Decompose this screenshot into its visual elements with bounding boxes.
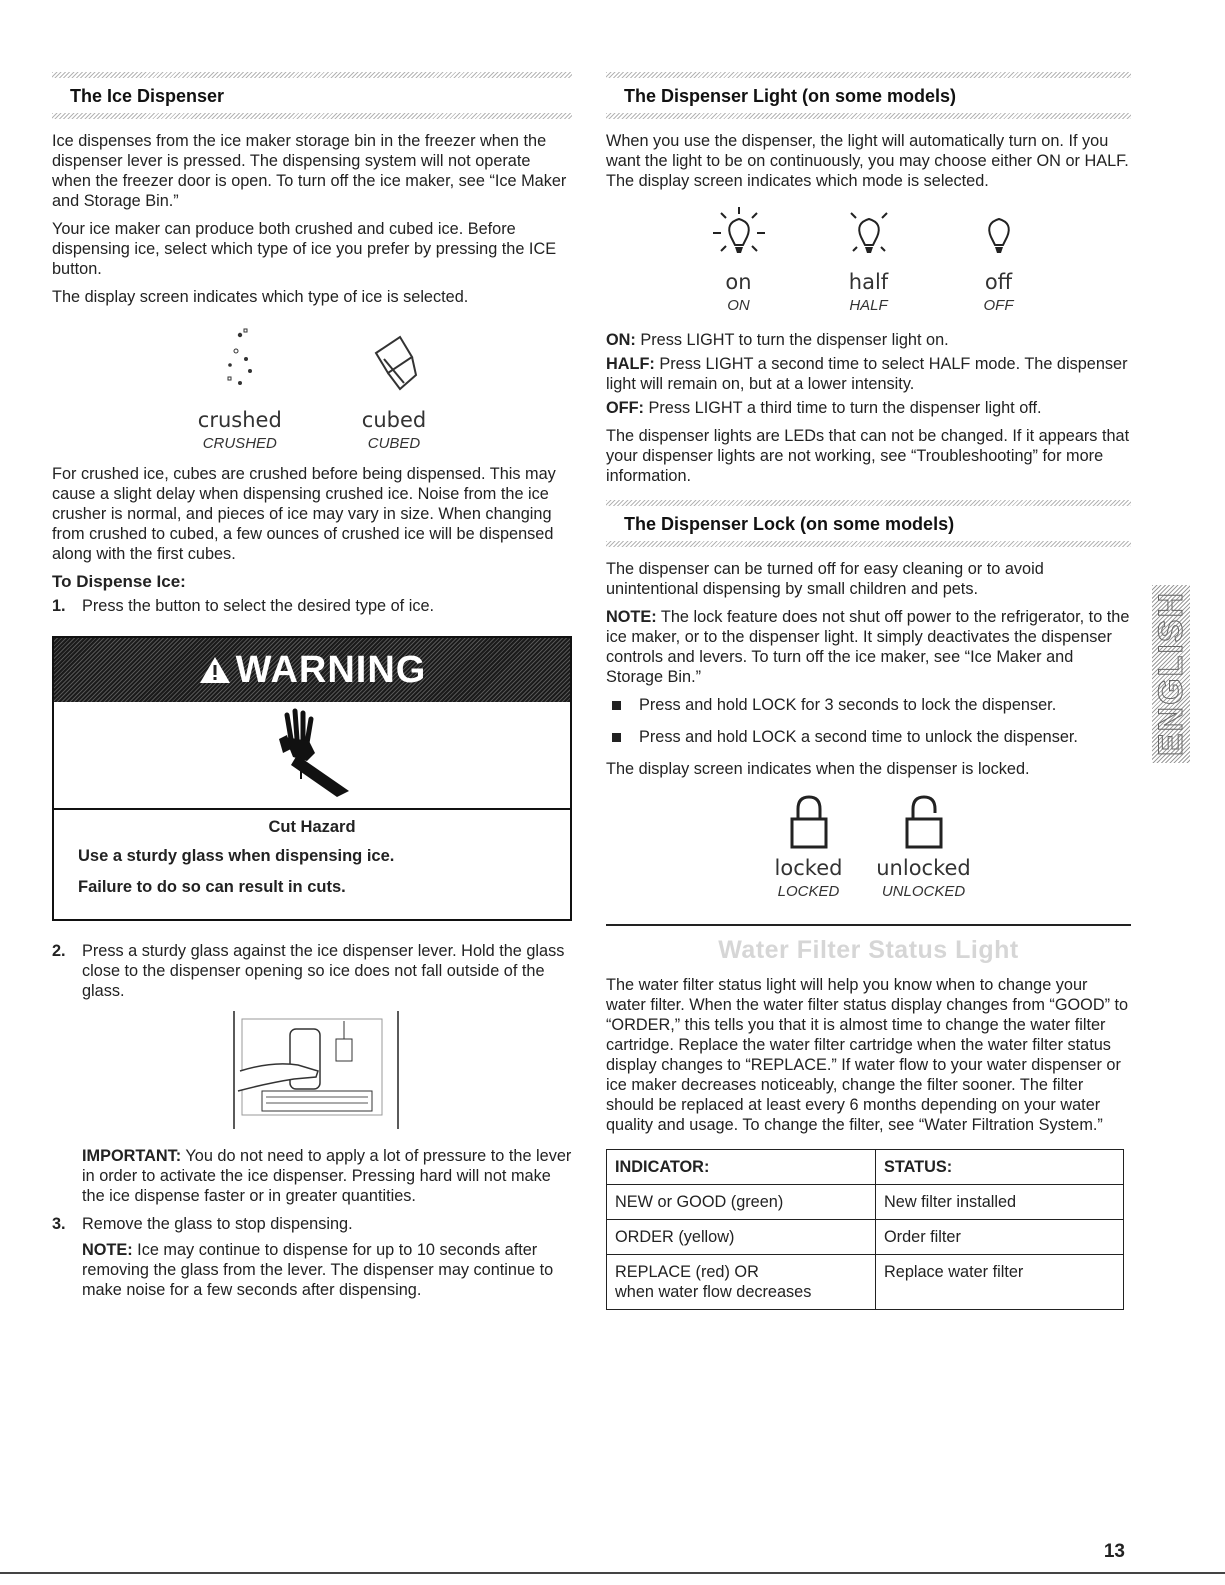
step-number: 2. <box>52 942 66 960</box>
note <box>82 1240 572 1300</box>
lock-icons <box>606 793 1131 902</box>
display-label: on <box>725 270 752 294</box>
step-text: Remove the glass to stop dispensing. <box>82 1215 353 1233</box>
bullet-text: Press and hold LOCK a second time to unlock the dispenser. <box>639 728 1078 746</box>
off-label: OFF: <box>606 399 644 417</box>
warning-line: Use a sturdy glass when dispensing ice. <box>78 847 395 865</box>
note-text: Ice may continue to dispense for up to 10 seconds after removing the glass from the lever. The dispenser may continue to make noise for a few seconds after dispensing. <box>82 1241 554 1299</box>
caption: OFF <box>983 297 1014 314</box>
caption: UNLOCKED <box>881 883 966 900</box>
caption: ON <box>727 297 750 314</box>
table-cell <box>607 1255 876 1310</box>
paragraph: The display screen indicates which type of ice is selected. <box>52 288 469 306</box>
table-cell: New filter installed <box>876 1185 1124 1220</box>
table-cell: Order filter <box>876 1220 1124 1255</box>
note-label: NOTE: <box>82 1241 133 1259</box>
section-title: The Ice Dispenser <box>70 86 225 106</box>
cell-line: REPLACE (red) OR <box>615 1263 759 1281</box>
half-text: Press LIGHT a second time to select HALF mode. The dispenser light will remain on, but at a lower intensity. <box>606 355 1128 393</box>
paragraph: Your ice maker can produce both crushed and cubed ice. Before dispensing ice, select which type of ice you prefer by pressing the ICE button. <box>52 220 557 278</box>
note <box>606 607 1131 687</box>
water-filter-section <box>606 924 1131 1310</box>
paragraph: The dispenser lights are LEDs that can not be changed. If it appears that your dispenser lights are not working, see “Troubleshooting” for more information. <box>606 427 1130 485</box>
step-number: 1. <box>52 597 66 615</box>
display-label: cubed <box>361 408 427 432</box>
half-description <box>606 354 1131 394</box>
dispenser-light-section <box>606 72 1131 486</box>
lock-closed-icon <box>784 838 834 855</box>
warning-box <box>52 636 572 921</box>
table-cell: NEW or GOOD (green) <box>607 1185 876 1220</box>
section-title: The Dispenser Lock (on some models) <box>624 514 955 534</box>
caption: CRUSHED <box>202 435 277 452</box>
ice-dispenser-section <box>52 72 572 1300</box>
bullet-square-icon <box>612 701 621 710</box>
display-label: unlocked <box>876 856 971 880</box>
caption: HALF <box>849 297 888 314</box>
ice-type-crushed <box>198 323 282 454</box>
light-mode-half <box>829 205 909 316</box>
important-note <box>82 1146 572 1206</box>
caption: LOCKED <box>777 883 840 900</box>
table-row <box>607 1185 1124 1220</box>
light-mode-icons <box>606 205 1131 316</box>
warning-triangle-icon <box>198 655 232 685</box>
important-text: You do not need to apply a lot of pressure to the lever in order to activate the ice dispenser. Pressing hard will not make the ice dispense faster or in greater quantities. <box>82 1147 572 1205</box>
on-text: Press LIGHT to turn the dispenser light on. <box>635 331 949 349</box>
hazard-title: Cut Hazard <box>268 818 356 836</box>
table-row <box>607 1255 1124 1310</box>
paragraph: Ice dispenses from the ice maker storage bin in the freezer when the dispenser lever is pressed. The dispensing system will not operate when the freezer door is open. To turn off the ice maker, see “Ice Maker and Storage Bin.” <box>52 132 567 210</box>
paragraph: The dispenser can be turned off for easy cleaning or to avoid unintentional dispensing by small children and pets. <box>606 560 1044 598</box>
table-header: STATUS: <box>876 1150 1124 1185</box>
lock-mode-locked <box>764 793 854 902</box>
step-2 <box>52 941 572 1001</box>
dispenser-illustration <box>232 1011 572 1134</box>
section-title: Water Filter Status Light <box>718 936 1019 964</box>
display-label: half <box>848 270 889 294</box>
left-column <box>52 72 572 1308</box>
display-label: locked <box>774 856 843 880</box>
half-label: HALF: <box>606 355 655 373</box>
light-half-icon <box>839 252 899 269</box>
table-cell: ORDER (yellow) <box>607 1220 876 1255</box>
bottom-border <box>0 1572 1225 1574</box>
warning-text <box>54 810 570 919</box>
display-label: off <box>984 270 1013 294</box>
subheading: To Dispense Ice: <box>52 572 186 591</box>
lock-open-icon <box>899 838 949 855</box>
caption: CUBED <box>367 435 421 452</box>
light-on-icon <box>709 252 769 269</box>
note-label: NOTE: <box>606 608 657 626</box>
on-description <box>606 330 1131 350</box>
cut-hand-icon <box>257 705 367 806</box>
display-label: crushed <box>197 408 282 432</box>
table-row <box>607 1220 1124 1255</box>
step-1 <box>52 596 572 616</box>
section-divider <box>606 113 1131 119</box>
step-number: 3. <box>52 1215 66 1233</box>
paragraph: The display screen indicates when the dispenser is locked. <box>606 760 1030 778</box>
cut-hazard-pictogram <box>54 702 570 810</box>
ice-type-icons <box>52 323 572 454</box>
right-column <box>606 72 1131 1310</box>
page-number: 13 <box>1103 1541 1125 1562</box>
note-text: The lock feature does not shut off power to the refrigerator, to the ice maker, or to the dispenser light. It simply deactivates the dispenser controls and levers. To turn off the ice maker, see “Ice Maker and Storage Bin.” <box>606 608 1130 686</box>
section-rule <box>606 924 1131 926</box>
section-divider <box>606 541 1131 547</box>
warning-title: WARNING <box>198 649 427 692</box>
light-mode-on <box>699 205 779 316</box>
section-divider <box>52 113 572 119</box>
light-off-icon <box>969 252 1029 269</box>
paragraph: When you use the dispenser, the light will automatically turn on. If you want the light to be on continuously, you may choose either ON or HALF. The display screen indicates which mode is selected. <box>606 132 1129 190</box>
bullet-item <box>606 695 1131 715</box>
language-side-tab <box>1152 585 1190 763</box>
cubed-ice-icon <box>364 390 424 407</box>
step-text: Press the button to select the desired type of ice. <box>82 597 435 615</box>
bullet-text: Press and hold LOCK for 3 seconds to lock the dispenser. <box>639 696 1057 714</box>
ice-type-cubed <box>362 323 426 454</box>
off-text: Press LIGHT a third time to turn the dispenser light off. <box>643 399 1042 417</box>
step-text: Press a sturdy glass against the ice dispenser lever. Hold the glass close to the dispenser opening so ice does not fall outside of the glass. <box>82 942 565 1000</box>
table-cell: Replace water filter <box>876 1255 1124 1310</box>
warning-banner <box>54 638 570 702</box>
warning-line: Failure to do so can result in cuts. <box>78 878 346 896</box>
table-header: INDICATOR: <box>607 1150 876 1185</box>
language-label: ENGLISH <box>1151 591 1190 757</box>
cell-line: when water flow decreases <box>615 1283 812 1301</box>
dispenser-lock-section <box>606 500 1131 902</box>
on-label: ON: <box>606 331 636 349</box>
lock-mode-unlocked <box>874 793 974 902</box>
filter-status-table <box>606 1149 1124 1310</box>
off-description <box>606 398 1131 418</box>
step-3 <box>52 1214 572 1234</box>
bullet-item <box>606 727 1131 747</box>
table-header-row <box>607 1150 1124 1185</box>
bullet-square-icon <box>612 733 621 742</box>
important-label: IMPORTANT: <box>82 1147 182 1165</box>
crushed-ice-icon <box>210 390 270 407</box>
section-title: The Dispenser Light (on some models) <box>624 86 957 106</box>
paragraph: For crushed ice, cubes are crushed before being dispensed. This may cause a slight delay when dispensing crushed ice. Noise from the ice crusher is normal, and pieces of ice may vary in size. When changing from crushed to cubed, a few ounces of crushed ice will be dispensed along with the first cubes. <box>52 465 556 563</box>
paragraph: The water filter status light will help you know when to change your water filter. When the water filter status display changes from “GOOD” to “ORDER,” this tells you that it is almost time to change the water filter cartridge. Replace the water filter cartridge when the water filter status display changes to “REPLACE.” If water flow to your water dispenser or ice maker decreases noticeably, change the filter sooner. The filter should be replaced at least every 6 months depending on your water quality and usage. To change the filter, see “Water Filtration System.” <box>606 976 1129 1134</box>
light-mode-off <box>959 205 1039 316</box>
